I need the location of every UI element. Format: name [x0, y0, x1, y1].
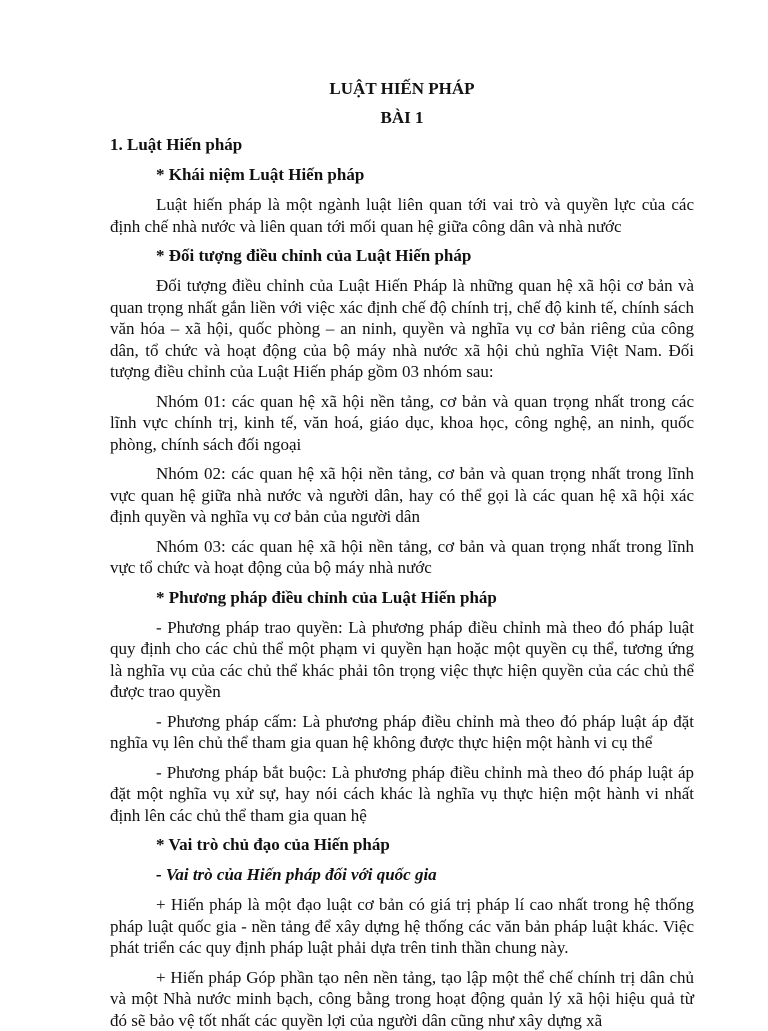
paragraph-method-prohibit: - Phương pháp cấm: Là phương pháp điều chỉnh mà theo đó pháp luật áp đặt nghĩa vụ lên chủ thể tham gia quan hệ không được thực hiện một hành vi cụ thể — [110, 711, 694, 754]
paragraph-object: Đối tượng điều chỉnh của Luật Hiến Pháp là những quan hệ xã hội cơ bản và quan trọng nhất gắn liền với việc xác định chế độ chính trị, chế độ kinh tế, chính sách văn hóa – xã hội, quốc phòng – an ninh, quyền và nghĩa vụ cơ bản riêng của công dân, tổ chức và hoạt động của bộ máy nhà nước xã hội chủ nghĩa Việt Nam. Đối tượng điều chỉnh của Luật Hiến pháp gồm 03 nhóm sau: — [110, 275, 694, 383]
subheading-object: * Đối tượng điều chỉnh của Luật Hiến pháp — [110, 245, 694, 267]
paragraph-method-mandatory: - Phương pháp bắt buộc: Là phương pháp điều chỉnh mà theo đó pháp luật áp đặt một nghĩa vụ xử sự, hay nói cách khác là nghĩa vụ thực hiện một hành vi nhất định lên các chủ thể tham gia quan hệ — [110, 762, 694, 827]
subheading-role-nation: - Vai trò của Hiến pháp đối với quốc gia — [110, 864, 694, 886]
lesson-title: BÀI 1 — [110, 105, 694, 131]
paragraph-method-grant: - Phương pháp trao quyền: Là phương pháp điều chỉnh mà theo đó pháp luật quy định cho các chủ thể một phạm vi quyền hạn hoặc một quyền cụ thể, tương ứng là nghĩa vụ của các chủ thể khác phải tôn trọng việc thực hiện quyền của các chủ thể được trao quyền — [110, 617, 694, 703]
paragraph-group-3: Nhóm 03: các quan hệ xã hội nền tảng, cơ bản và quan trọng nhất trong lĩnh vực tổ chức và hoạt động của bộ máy nhà nước — [110, 536, 694, 579]
paragraph-group-2: Nhóm 02: các quan hệ xã hội nền tảng, cơ bản và quan trọng nhất trong lĩnh vực quan hệ giữa nhà nước và người dân, hay có thể gọi là các quan hệ xã hội xác định quyền và nghĩa vụ cơ bản của người dân — [110, 463, 694, 528]
subheading-method: * Phương pháp điều chỉnh của Luật Hiến pháp — [110, 587, 694, 609]
paragraph-role-1: + Hiến pháp là một đạo luật cơ bản có giá trị pháp lí cao nhất trong hệ thống pháp luật quốc gia - nền tảng để xây dựng hệ thống các văn bản pháp luật khác. Việc phát triển các quy định pháp luật phải dựa trên tinh thần chung này. — [110, 894, 694, 959]
document-title: LUẬT HIẾN PHÁP — [110, 76, 694, 102]
paragraph-role-2: + Hiến pháp Góp phần tạo nên nền tảng, tạo lập một thể chế chính trị dân chủ và một Nhà nước minh bạch, công bằng trong hoạt động quản lý xã hội hiệu quả từ đó sẽ bảo vệ tốt nhất các quyền lợi của người dân cũng như xây dựng xã — [110, 967, 694, 1031]
section-heading-1: 1. Luật Hiến pháp — [110, 134, 694, 156]
paragraph-group-1: Nhóm 01: các quan hệ xã hội nền tảng, cơ bản và quan trọng nhất trong các lĩnh vực chính trị, kinh tế, văn hoá, giáo dục, khoa học, công nghệ, an ninh, quốc phòng, chính sách đối ngoại — [110, 391, 694, 456]
paragraph-concept: Luật hiến pháp là một ngành luật liên quan tới vai trò và quyền lực của các định chế nhà nước và liên quan tới mối quan hệ giữa công dân và nhà nước — [110, 194, 694, 237]
subheading-concept: * Khái niệm Luật Hiến pháp — [110, 164, 694, 186]
subheading-role: * Vai trò chủ đạo của Hiến pháp — [110, 834, 694, 856]
